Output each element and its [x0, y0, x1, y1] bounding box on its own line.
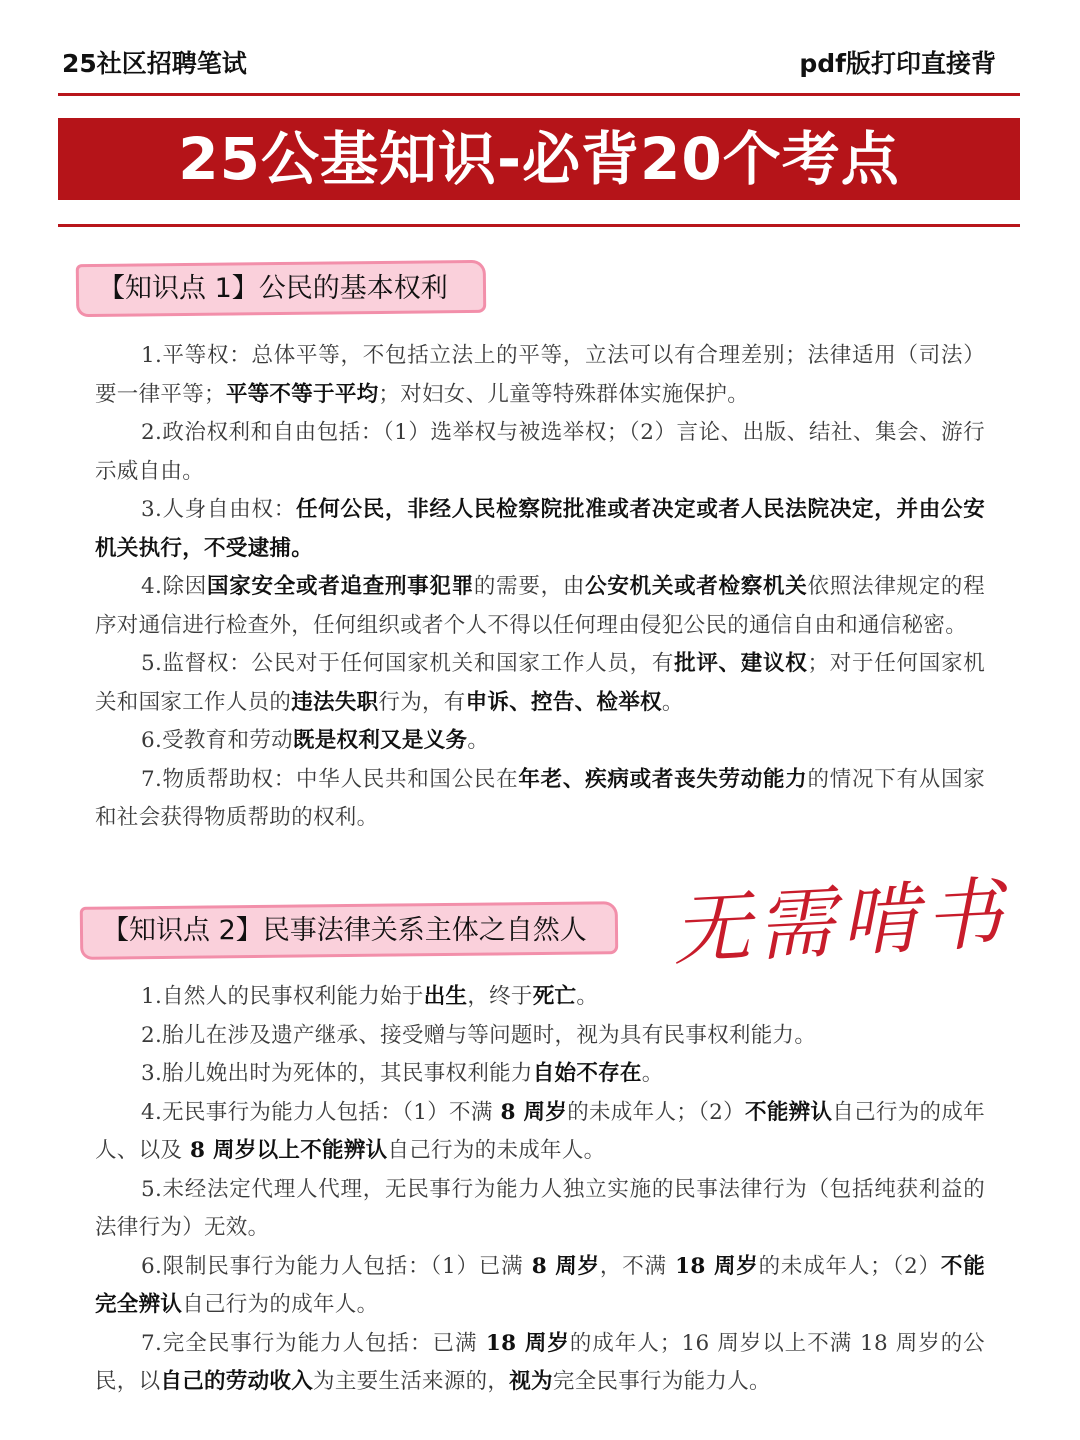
paragraph: 2.政治权利和自由包括：（1）选举权与被选举权；（2）言论、出版、结社、集会、游行示威自由。: [95, 420, 985, 484]
paragraph: 4.无民事行为能力人包括：（1）不满 8 周岁的未成年人；（2）不能辨认自己行为的成年人、以及 8 周岁以上不能辨认自己行为的未成年人。: [95, 1099, 985, 1163]
header-left-label: 25社区招聘笔试: [62, 49, 247, 78]
section-2-title: 【知识点 2】民事法律关系主体之自然人: [102, 915, 587, 946]
bottom-divider: [58, 224, 1020, 227]
section-1-heading: [76, 258, 486, 315]
section-2-body: [95, 978, 985, 1402]
paragraph: 1.平等权：总体平等，不包括立法上的平等，立法可以有合理差别；法律适用（司法）要一律平等；平等不等于平均；对妇女、儿童等特殊群体实施保护。: [95, 343, 985, 407]
header-right-label: pdf版打印直接背: [799, 49, 996, 78]
paragraph: 3.胎儿娩出时为死体的，其民事权利能力自始不存在。: [141, 1061, 664, 1086]
section-1-body: [95, 337, 985, 838]
top-divider: [58, 93, 1020, 96]
paragraph: 6.受教育和劳动既是权利又是义务。: [141, 728, 490, 753]
paragraph: 7.完全民事行为能力人包括：已满 18 周岁的成年人；16 周岁以上不满 18 周岁的公民，以自己的劳动收入为主要生活来源的，视为完全民事行为能力人。: [95, 1330, 985, 1394]
paragraph: 5.监督权：公民对于任何国家机关和国家工作人员，有批评、建议权；对于任何国家机关和国家工作人员的违法失职行为，有申诉、控告、检举权。: [95, 651, 986, 715]
handwritten-note-text: 无需啃书: [670, 869, 1011, 977]
handwritten-note: [670, 860, 1012, 977]
paragraph: 5.未经法定代理人代理，无民事行为能力人独立实施的民事法律行为（包括纯获利益的法律行为）无效。: [95, 1176, 985, 1240]
paragraph: 7.物质帮助权：中华人民共和国公民在年老、疾病或者丧失劳动能力的情况下有从国家和社会获得物质帮助的权利。: [95, 766, 985, 830]
paragraph: 4.除因国家安全或者追查刑事犯罪的需要，由公安机关或者检察机关依照法律规定的程序对通信进行检查外，任何组织或者个人不得以任何理由侵犯公民的通信自由和通信秘密。: [95, 574, 985, 638]
section-2-heading: [80, 900, 618, 957]
paragraph: 2.胎儿在涉及遗产继承、接受赠与等问题时，视为具有民事权利能力。: [141, 1022, 817, 1048]
page-title-banner: 25公基知识-必背20个考点: [58, 118, 1020, 200]
paragraph: 6.限制民事行为能力人包括：（1）已满 8 周岁，不满 18 周岁的未成年人；（2）不能完全辨认自己行为的成年人。: [95, 1253, 985, 1317]
paragraph: 1.自然人的民事权利能力始于出生，终于死亡。: [141, 984, 599, 1009]
paragraph: 3.人身自由权：任何公民，非经人民检察院批准或者决定或者人民法院决定，并由公安机关执行，不受逮捕。: [95, 497, 985, 561]
section-1-title: 【知识点 1】公民的基本权利: [98, 273, 448, 304]
